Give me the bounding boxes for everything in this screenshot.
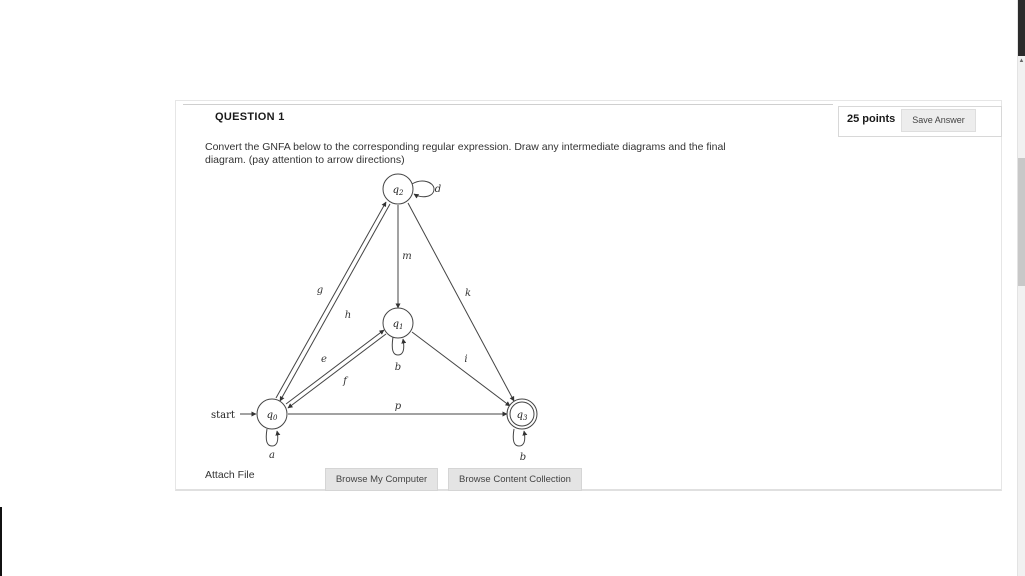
state-q2-label: $q_2$ (392, 185, 404, 197)
window-edge (0, 507, 2, 576)
label-self-q3: b (519, 452, 527, 463)
edge-q2-q3 (408, 203, 514, 401)
scroll-up-arrow-icon[interactable]: ▲ (1018, 58, 1025, 64)
edge-q2-q0 (280, 204, 390, 401)
attach-file-label: Attach File (205, 469, 255, 481)
loop-q1 (392, 337, 404, 355)
question-prompt: Convert the GNFA below to the corresponding regular expression. Draw any intermediate diagrams and the final diagram. (pay attention to arrow directions) (205, 141, 726, 166)
start-label: start (211, 410, 235, 421)
page-scrollbar[interactable] (1017, 0, 1025, 576)
edge-q0-q1 (286, 330, 384, 404)
label-self-q2: d (434, 184, 442, 195)
state-q3-label: $q_3$ (516, 410, 528, 422)
label-edge-q1-q3: i (464, 354, 468, 365)
save-answer-button[interactable]: Save Answer (901, 109, 976, 132)
browse-my-computer-button[interactable]: Browse My Computer (325, 468, 438, 491)
edge-q1-q3 (412, 332, 510, 406)
question-points: 25 points (847, 113, 896, 125)
label-self-q1: b (394, 362, 402, 373)
state-q0-label: $q_0$ (266, 410, 278, 422)
loop-q0 (266, 429, 278, 446)
state-q1-label: $q_1$ (392, 319, 404, 331)
label-edge-q0-q1: e (321, 354, 327, 365)
header-divider (183, 104, 833, 105)
scrollbar-top-block (1018, 0, 1025, 56)
edge-q1-q0 (288, 334, 386, 408)
label-edge-q0-q3: p (394, 401, 402, 412)
label-edge-q2-q1: m (402, 251, 412, 262)
label-edge-q2-q3: k (464, 288, 472, 299)
label-edge-q0-q2: g (316, 285, 324, 296)
label-edge-q2-q0: h (344, 310, 352, 321)
edge-q0-q2 (276, 202, 386, 398)
label-self-q0: a (269, 450, 275, 461)
question-title: QUESTION 1 (215, 111, 285, 123)
browse-content-collection-button[interactable]: Browse Content Collection (448, 468, 582, 491)
loop-q2 (412, 181, 434, 197)
gnfa-diagram (200, 168, 528, 468)
label-edge-q1-q0: f (343, 376, 347, 387)
scrollbar-thumb[interactable] (1018, 158, 1025, 286)
